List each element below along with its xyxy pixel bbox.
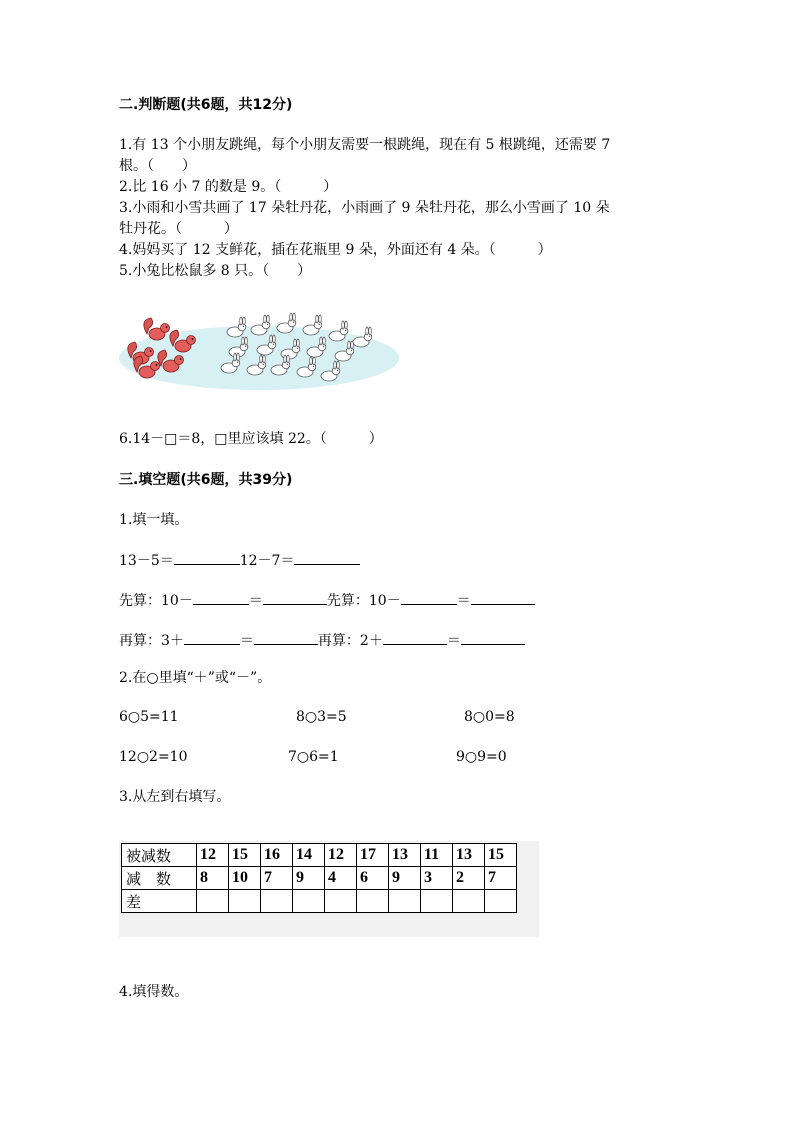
difference-cell[interactable] (357, 890, 389, 913)
subtrahend-cell: 4 (325, 867, 357, 890)
expr-item: 6○5=11 (119, 709, 179, 725)
subtrahend-row (122, 867, 517, 890)
subtrahend-cell: 9 (293, 867, 325, 890)
minuend-cell: 17 (357, 844, 389, 867)
minuend-cell: 15 (485, 844, 517, 867)
minuend-row (122, 844, 517, 867)
difference-cell[interactable] (293, 890, 325, 913)
fill-row-1 (119, 550, 360, 571)
first-calc-label: 先算：10－ (119, 593, 193, 609)
answer-blank[interactable] (294, 550, 360, 565)
difference-cell[interactable] (453, 890, 485, 913)
difference-cell[interactable] (325, 890, 357, 913)
question-3-line-2: 牡丹花。（ ） (119, 221, 238, 237)
minuend-cell: 12 (325, 844, 357, 867)
expr-13-5: 13－5＝ (119, 553, 174, 569)
fill-question-1-title: 1.填一填。 (119, 512, 189, 528)
answer-blank[interactable] (174, 550, 240, 565)
answer-blank[interactable] (263, 590, 327, 605)
difference-cell[interactable] (389, 890, 421, 913)
equals-sign: ＝ (239, 633, 254, 649)
answer-blank[interactable] (254, 630, 318, 645)
minuend-cell: 13 (453, 844, 485, 867)
minuend-cell: 16 (261, 844, 293, 867)
question-4: 4.妈妈买了 12 支鲜花，插在花瓶里 9 朵，外面还有 4 朵。（ ） (119, 242, 552, 258)
fill-question-4-title: 4.填得数。 (119, 984, 189, 1000)
difference-cell[interactable] (421, 890, 453, 913)
subtrahend-cell: 8 (197, 867, 229, 890)
subtrahend-cell: 10 (229, 867, 261, 890)
subtrahend-cell: 9 (389, 867, 421, 890)
minuend-cell: 13 (389, 844, 421, 867)
equals-sign: ＝ (248, 593, 263, 609)
row-label-difference: 差 (122, 890, 197, 913)
expr-12-7: 12－7＝ (239, 553, 295, 569)
minuend-cell: 12 (197, 844, 229, 867)
difference-row (122, 890, 517, 913)
then-calc-label: 再算：2＋ (317, 633, 383, 649)
subtrahend-cell: 7 (261, 867, 293, 890)
subtraction-table-area (119, 841, 539, 937)
row-label-minuend: 被减数 (122, 844, 197, 867)
section-title-fill: 三.填空题(共6题，共39分) (119, 472, 293, 488)
difference-cell[interactable] (197, 890, 229, 913)
subtrahend-cell: 3 (421, 867, 453, 890)
row-label-subtrahend: 减 数 (122, 867, 197, 890)
section-title-judgement: 二.判断题(共6题，共12分) (119, 97, 293, 113)
question-6: 6.14－□＝8，□里应该填 22。（ ） (119, 431, 383, 447)
question-2: 2.比 16 小 7 的数是 9。（ ） (119, 179, 338, 195)
expr-item: 12○2=10 (119, 749, 188, 765)
expr-item: 8○0=8 (464, 709, 515, 725)
squirrels-rabbits-picture (119, 312, 399, 392)
fill-row-3 (119, 630, 525, 651)
answer-blank[interactable] (471, 590, 535, 605)
fill-question-2-title: 2.在○里填“＋”或“－”。 (119, 670, 272, 686)
answer-blank[interactable] (461, 630, 525, 645)
equals-sign: ＝ (456, 593, 471, 609)
difference-cell[interactable] (485, 890, 517, 913)
fill-question-3-title: 3.从左到右填写。 (119, 789, 231, 805)
fill-row-2 (119, 590, 535, 611)
expr-item: 7○6=1 (288, 749, 339, 765)
expr-item: 8○3=5 (296, 709, 347, 725)
then-calc-label: 再算：3＋ (119, 633, 184, 649)
subtrahend-cell: 6 (357, 867, 389, 890)
difference-cell[interactable] (261, 890, 293, 913)
expr-item: 9○9=0 (456, 749, 507, 765)
answer-blank[interactable] (383, 630, 447, 645)
answer-blank[interactable] (193, 590, 249, 605)
subtrahend-cell: 7 (485, 867, 517, 890)
question-5: 5.小兔比松鼠多 8 只。（ ） (119, 263, 312, 279)
question-3-line-1: 3.小雨和小雪共画了 17 朵牡丹花，小雨画了 9 朵牡丹花，那么小雪画了 10 朵 (119, 200, 610, 216)
answer-blank[interactable] (184, 630, 240, 645)
subtraction-table (121, 843, 517, 913)
first-calc-label: 先算：10－ (326, 593, 401, 609)
subtrahend-cell: 2 (453, 867, 485, 890)
minuend-cell: 11 (421, 844, 453, 867)
question-1-line-1: 1.有 13 个小朋友跳绳，每个小朋友需要一根跳绳，现在有 5 根跳绳，还需要 7 (119, 137, 611, 153)
answer-blank[interactable] (401, 590, 457, 605)
difference-cell[interactable] (229, 890, 261, 913)
minuend-cell: 15 (229, 844, 261, 867)
equals-sign: ＝ (446, 633, 461, 649)
minuend-cell: 14 (293, 844, 325, 867)
question-1-line-2: 根。（ ） (119, 158, 196, 174)
